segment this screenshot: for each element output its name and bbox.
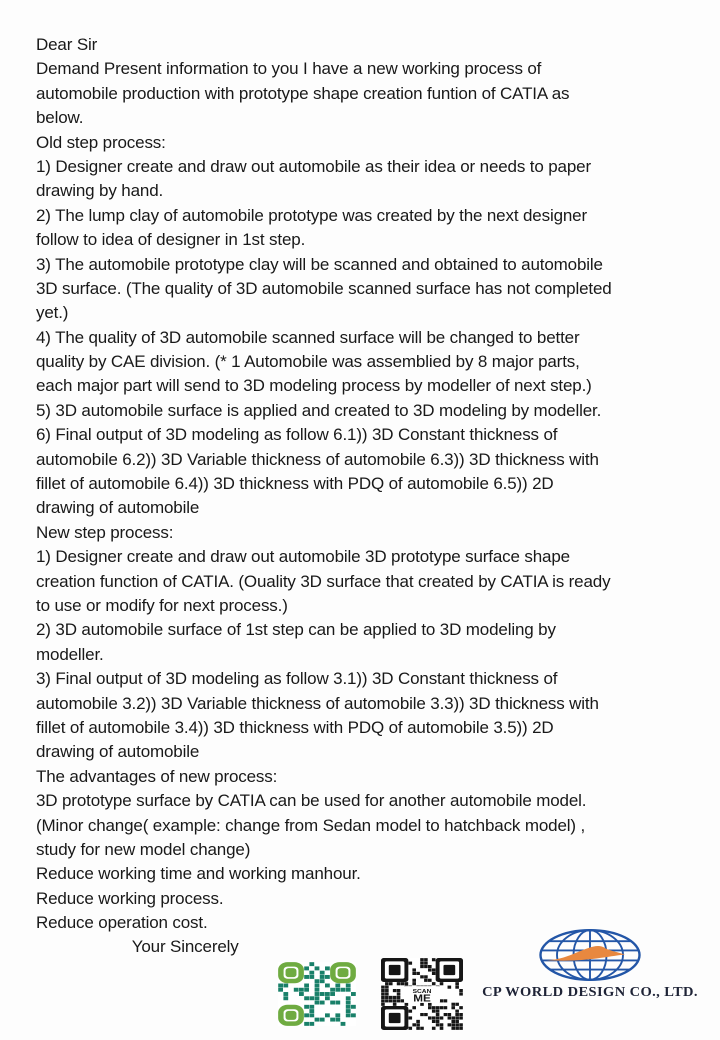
letter-line: Old step process:	[36, 132, 166, 152]
letter-line: The advantages of new process:	[36, 766, 278, 786]
qr-code-scan-me-icon	[381, 958, 463, 1030]
letter-line: drawing of automobile	[36, 498, 200, 518]
letter-line: 4) The quality of 3D automobile scanned surface will be changed to better	[36, 327, 580, 347]
company-logo	[478, 928, 702, 1008]
letter-line: to use or modify for next process.)	[36, 595, 288, 615]
letter-line: study for new model change)	[36, 839, 251, 859]
letter-line: modeller.	[36, 644, 104, 664]
letter-line: Your Sincerely	[36, 937, 239, 957]
letter-line: 3) The automobile prototype clay will be scanned and obtained to automobile	[36, 254, 603, 274]
me-label: ME	[413, 993, 431, 1005]
letter-line: 3D surface. (The quality of 3D automobile scanned surface has not completed	[36, 278, 612, 298]
company-name: CP WORLD DESIGN CO., LTD.	[482, 984, 698, 1000]
letter-line: quality by CAE division. (* 1 Automobile was assemblied by 8 major parts,	[36, 352, 580, 372]
letter-line: 1) Designer create and draw out automobile 3D prototype surface shape	[36, 547, 570, 567]
qr-code-green-icon	[278, 962, 356, 1026]
letter-line: 2) 3D automobile surface of 1st step can be applied to 3D modeling by	[36, 620, 556, 640]
letter-line: creation function of CATIA. (Ouality 3D surface that created by CATIA is ready	[36, 571, 611, 591]
letter-line: fillet of automobile 3.4)) 3D thickness with PDQ of automobile 3.5)) 2D	[36, 717, 554, 737]
letter-line: fillet of automobile 6.4)) 3D thickness with PDQ of automobile 6.5)) 2D	[36, 474, 554, 494]
scan-label: SCAN	[412, 988, 432, 995]
letter-line: 3) Final output of 3D modeling as follow 3.1)) 3D Constant thickness of	[36, 669, 558, 689]
letter-line: Reduce working process.	[36, 888, 224, 908]
letter-line: Reduce working time and working manhour.	[36, 864, 361, 884]
letter-line: drawing of automobile	[36, 742, 200, 762]
letter-line: 6) Final output of 3D modeling as follow 6.1)) 3D Constant thickness of	[36, 425, 558, 445]
letter-line: below.	[36, 108, 84, 128]
letter-line: Dear Sir	[36, 35, 98, 54]
letter-line: follow to idea of designer in 1st step.	[36, 230, 306, 250]
letter-line: automobile 6.2)) 3D Variable thickness of automobile 6.3)) 3D thickness with	[36, 449, 599, 469]
letter-line: automobile production with prototype shape creation funtion of CATIA as	[36, 83, 570, 103]
globe-icon	[538, 928, 642, 982]
letter-body	[36, 33, 711, 960]
letter-line: automobile 3.2)) 3D Variable thickness of automobile 3.3)) 3D thickness with	[36, 693, 599, 713]
letter-line: yet.)	[36, 303, 69, 323]
letter-line: Reduce operation cost.	[36, 913, 208, 933]
letter-line: each major part will send to 3D modeling process by modeller of next step.)	[36, 376, 592, 396]
letter-line: New step process:	[36, 522, 174, 542]
letter-line: 2) The lump clay of automobile prototype was created by the next designer	[36, 205, 587, 225]
letter-line: 3D prototype surface by CATIA can be used for another automobile model.	[36, 791, 587, 811]
letter-line: drawing by hand.	[36, 181, 164, 201]
letter-line: 1) Designer create and draw out automobile as their idea or needs to paper	[36, 156, 591, 176]
letter-line: Demand Present information to you I have a new working process of	[36, 59, 542, 79]
letter-line: 5) 3D automobile surface is applied and created to 3D modeling by modeller.	[36, 400, 602, 420]
letter-line: (Minor change( example: change from Sedan model to hatchback model) ,	[36, 815, 586, 835]
